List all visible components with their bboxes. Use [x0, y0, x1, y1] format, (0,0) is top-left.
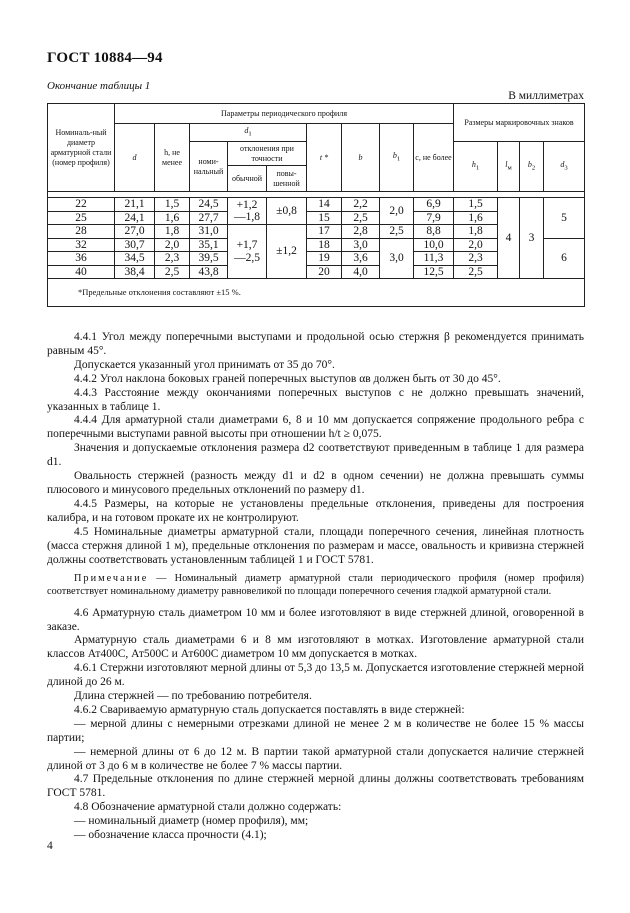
b1-value-3: 3,0 — [380, 238, 414, 279]
th-high-precision: повы-шенной — [267, 166, 307, 192]
table-continuation-caption: Окончание таблицы 1 — [47, 80, 151, 92]
paragraph-4-4-3: 4.4.3 Расстояние между окончаниями поперечных выступов с не должно превышать значений, указанных в таблице 1. — [47, 386, 584, 413]
table-row: 28 27,0 1,8 31,0 +1,7 —2,5 ±1,2 17 2,8 2,5 8,8 1,8 — [48, 225, 585, 239]
th-nominal-diameter: Номиналь-ный диаметр арматурной стали (номер профиля) — [48, 104, 115, 192]
dev-high-2: ±1,2 — [267, 225, 307, 279]
th-t: t * — [307, 124, 342, 192]
th-b1: $b_1$ — [380, 124, 414, 192]
note-label: Примечание — [74, 573, 149, 585]
paragraph-4-6b: Арматурную сталь диаметрами 6 и 8 мм изготовляют в мотках. Изготовление арматурной стали классов Ат400С, Ат500С и Ат600С диаметром 10 мм допускается в мотках. — [47, 634, 584, 661]
th-d: d — [115, 124, 155, 192]
body-text — [47, 331, 584, 843]
dev-normal-2: +1,7 —2,5 — [228, 225, 267, 279]
paragraph-4-7: 4.7 Предельные отклонения по длине стержней мерной длины должны соответствовать требованиям ГОСТ 5781. — [47, 773, 584, 800]
mark-lm-value: 4 — [498, 198, 520, 279]
mark-b2-value: 3 — [520, 198, 544, 279]
th-h: h, не менее — [155, 124, 190, 192]
th-mark-b2: $b_2$ — [520, 142, 544, 192]
mark-d3-value-2: 6 — [544, 238, 585, 279]
th-marking-sizes: Размеры маркировочных знаков — [454, 104, 585, 142]
table-row: 36 34,5 2,3 39,5 19 3,6 11,3 2,3 — [48, 252, 585, 266]
profile-parameters-table — [47, 103, 585, 307]
note-text: — Номинальный диаметр арматурной стали периодического профиля (номер профиля) соответствует номинальному диаметру равновеликой по площади поперечного сечения гладкой арматурной стали. — [47, 573, 584, 597]
th-mark-h1: $h_1$ — [454, 142, 498, 192]
paragraph-4-6-2b: — мерной длины с немерными отрезками длиной не менее 2 м в количестве не более 15 % массы партии; — [47, 717, 584, 744]
document-standard-header: ГОСТ 10884—94 — [47, 50, 163, 66]
table-row: 32 30,7 2,0 35,1 18 3,0 3,0 10,0 2,0 6 — [48, 238, 585, 252]
paragraph-4-4-1: 4.4.1 Угол между поперечными выступами и продольной осью стержня β рекомендуется принимать равным 45°. — [47, 331, 584, 357]
th-profile-parameters: Параметры периодического профиля — [115, 104, 454, 124]
table-units-label: В миллиметрах — [508, 90, 584, 102]
paragraph-4-5: 4.5 Номинальные диаметры арматурной стали, площади поперечного сечения, линейная плотность (масса стержня длиной 1 м), предельные отклонения по размерам и массе, овальность и кривизна стержней должны соответствовать установленным таблицей 1 и ГОСТ 5781. — [47, 525, 584, 566]
b1-value-1: 2,0 — [380, 198, 414, 225]
page-number: 4 — [47, 840, 53, 852]
paragraph-4-6-1b: Длина стержней — по требованию потребителя. — [74, 690, 312, 703]
paragraph-4-8a: — номинальный диаметр (номер профиля), мм; — [74, 815, 309, 828]
paragraph-4-4-4c: Овальность стержней (разность между d1 и d2 в одном сечении) не должна превышать суммы плюсового и минусового предельных отклонений по размеру d1. — [47, 470, 584, 496]
paragraph-4-4-2: 4.4.2 Угол наклона боковых граней поперечных выступов αв должен быть от 30 до 45°. — [74, 372, 501, 385]
table-row: 22 21,1 1,5 24,5 +1,2 —1,8 ±0,8 14 2,2 2,0 6,9 1,5 4 3 5 — [48, 198, 585, 212]
th-mark-d3: $d_3$ — [544, 142, 585, 192]
table-footnote-row — [48, 279, 585, 307]
paragraph-4-6: 4.6 Арматурную сталь диаметром 10 мм и более изготовляют в виде стержней длиной, оговоренной в заказе. — [47, 606, 584, 633]
paragraph-4-6-2c: — немерной длины от 6 до 12 м. В партии такой арматурной стали допускается наличие стержней длиной от 3 до 6 м в количестве не более 7 % массы партии. — [47, 745, 584, 772]
paragraph-4-4-4b: Значения и допускаемые отклонения размера d2 соответствуют приведенным в таблице 1 для размера d1. — [47, 442, 584, 469]
paragraph-4-4-5: 4.4.5 Размеры, на которые не установлены предельные отклонения, приведены для построения калибра, и на готовом прокате их не контролируют. — [47, 497, 584, 524]
table-row: 40 38,4 2,5 43,8 20 4,0 12,5 2,5 — [48, 265, 585, 279]
th-d1: $d_1$ — [190, 124, 307, 142]
th-c: c, не более — [414, 124, 454, 192]
paragraph-4-8b: — обозначение класса прочности (4.1); — [74, 829, 267, 842]
paragraph-4-8: 4.8 Обозначение арматурной стали должно содержать: — [74, 801, 342, 814]
note-block — [47, 573, 584, 598]
paragraph-4-4-1b: Допускается указанный угол принимать от 35 до 70°. — [74, 358, 335, 371]
paragraph-4-4-4: 4.4.4 Для арматурной стали диаметрами 6, 8 и 10 мм допускается сопряжение продольного ребра с поперечными выступами равной высоты при отношении h/t ≥ 0,075. — [47, 414, 584, 441]
b1-value-2: 2,5 — [380, 225, 414, 239]
th-b: b — [342, 124, 380, 192]
th-nominal: номи-нальный — [190, 142, 228, 192]
dev-high-1: ±0,8 — [267, 198, 307, 225]
th-normal-precision: обычной — [228, 166, 267, 192]
dev-normal-1: +1,2 —1,8 — [228, 198, 267, 225]
mark-d3-value-1: 5 — [544, 198, 585, 239]
table-footnote: *Предельные отклонения составляют ±15 %. — [48, 279, 585, 307]
paragraph-4-6-2: 4.6.2 Свариваемую арматурную сталь допускается поставлять в виде стержней: — [74, 703, 465, 716]
th-mark-lm: $l_м$ — [498, 142, 520, 192]
table-row: 25 24,1 1,6 27,7 15 2,5 7,9 1,6 — [48, 211, 585, 225]
th-deviations: отклонения при точности — [228, 142, 307, 166]
paragraph-4-6-1: 4.6.1 Стержни изготовляют мерной длины от 5,3 до 13,5 м. Допускается изготовление стержней мерной длиной до 26 м. — [47, 662, 584, 689]
